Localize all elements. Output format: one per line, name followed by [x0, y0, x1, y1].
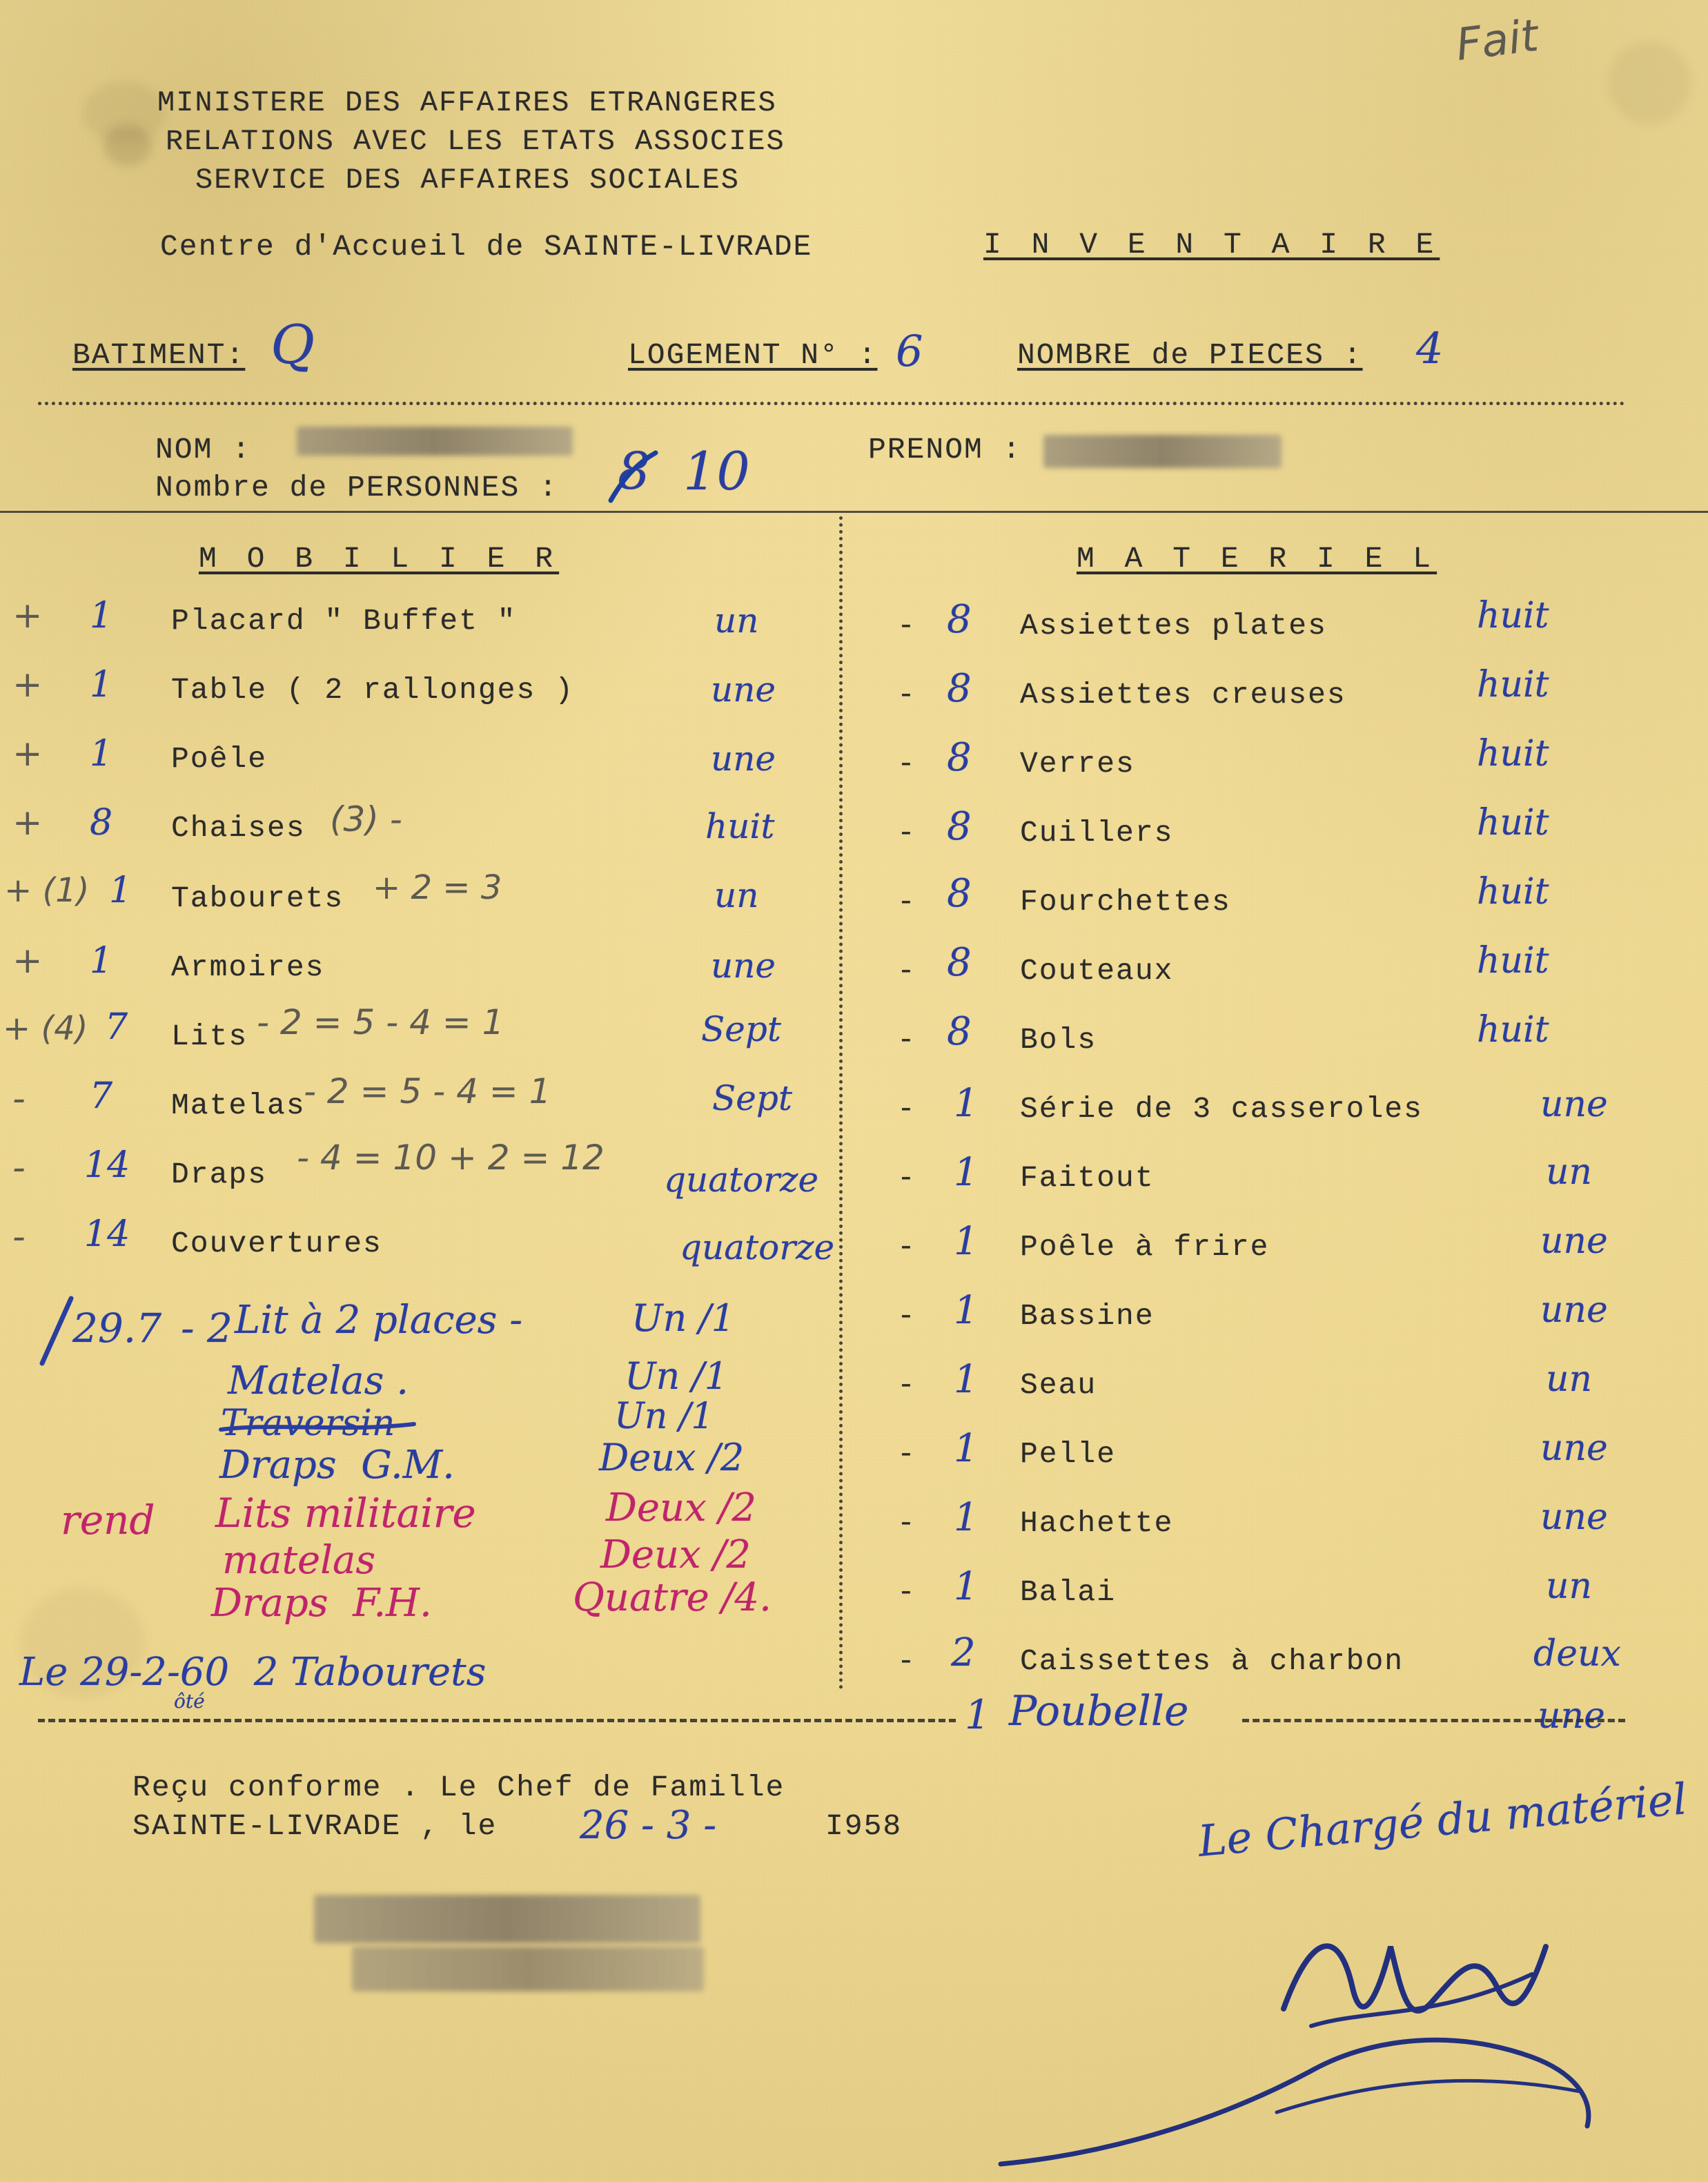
mobilier-label: Chaises [171, 811, 306, 845]
mobilier-title: M O B I L I E R [199, 542, 560, 576]
paper-stain [83, 81, 166, 144]
mobilier-added-label: Draps G.M. [219, 1443, 455, 1488]
field-separator [38, 402, 1625, 405]
mobilier-label: Armoires [171, 951, 325, 984]
ministry-line-3: SERVICE DES AFFAIRES SOCIALES [195, 164, 740, 197]
mobilier-qty: 7 [105, 1006, 128, 1048]
prenom-redaction [1043, 435, 1282, 468]
mobilier-label: Tabourets [171, 881, 344, 915]
corner-note: Fait [1453, 10, 1541, 71]
materiel-qty: 8 [947, 804, 972, 849]
mobilier-footnote: Le 29-2-60 2 Tabourets [19, 1650, 487, 1695]
mobilier-check: - [12, 1147, 26, 1189]
mobilier-label: Lits [171, 1020, 248, 1053]
mobilier-qty: 1 [90, 595, 113, 636]
materiel-label: Pelle [1020, 1437, 1117, 1471]
column-divider [839, 516, 843, 1690]
materiel-dash: - [897, 1644, 916, 1678]
mobilier-qty: 14 [84, 1144, 130, 1186]
materiel-dash: - [897, 1092, 916, 1126]
materiel-dash: - [897, 1023, 916, 1057]
materiel-written: un [1546, 1358, 1592, 1400]
footer-redaction [352, 1947, 704, 1991]
materiel-written: huit [1477, 1009, 1549, 1051]
mobilier-added-label: Traversin [221, 1403, 395, 1444]
materiel-qty: 8 [947, 735, 972, 780]
mobilier-red-label: Draps F.H. [211, 1581, 432, 1626]
mobilier-qty: 1 [90, 664, 113, 705]
mobilier-check: + (1) [4, 871, 90, 910]
materiel-dash: - [897, 885, 916, 919]
mobilier-check: - [12, 1216, 26, 1258]
materiel-qty: 8 [947, 1009, 972, 1054]
mobilier-red-written: Quatre /4. [573, 1575, 772, 1620]
materiel-dash: - [897, 1506, 916, 1540]
materiel-written: huit [1477, 802, 1549, 844]
materiel-qty: 1 [954, 1357, 979, 1402]
materiel-label: Fourchettes [1020, 885, 1231, 919]
materiel-written: huit [1477, 664, 1549, 705]
mobilier-added-minus: - 2 [181, 1305, 233, 1352]
bottom-separator-right [1242, 1719, 1625, 1722]
materiel-label: Verres [1020, 747, 1135, 781]
materiel-label: Cuillers [1020, 816, 1174, 850]
materiel-label: Bols [1020, 1023, 1097, 1057]
columns-top-rule [0, 511, 1708, 513]
ministry-line-2: RELATIONS AVEC LES ETATS ASSOCIES [166, 125, 785, 158]
personnes-value-struck: 8 [618, 442, 651, 501]
batiment-label: BATIMENT: [72, 338, 246, 372]
mobilier-written: un [714, 875, 759, 915]
bottom-separator-left [38, 1719, 956, 1722]
mobilier-label: Poêle [171, 742, 268, 776]
materiel-written: huit [1477, 595, 1549, 636]
mobilier-qty: 7 [90, 1075, 113, 1117]
materiel-qty: 8 [947, 597, 972, 642]
materiel-label: Bassine [1020, 1299, 1155, 1333]
materiel-dash: - [897, 609, 916, 643]
materiel-qty: 2 [951, 1630, 976, 1675]
personnes-value: 10 [683, 440, 750, 502]
footer-date-day: 26 - 3 - [580, 1803, 717, 1848]
materiel-dash: - [897, 1575, 916, 1609]
materiel-dash: - [897, 816, 916, 850]
mobilier-check: - [12, 1078, 26, 1120]
materiel-qty: 8 [947, 940, 972, 985]
materiel-written: huit [1477, 733, 1549, 775]
mobilier-label: Matelas [171, 1089, 306, 1122]
footer-redaction [314, 1895, 700, 1943]
mobilier-label: Couvertures [171, 1227, 382, 1260]
pieces-label: NOMBRE de PIECES : [1017, 338, 1363, 372]
mobilier-label: Draps [171, 1158, 268, 1191]
ministry-line-1: MINISTERE DES AFFAIRES ETRANGERES [157, 86, 777, 119]
materiel-label: Balai [1020, 1575, 1117, 1609]
mobilier-note: - 2 = 5 - 4 = 1 [304, 1071, 551, 1111]
centre-line: Centre d'Accueil de SAINTE-LIVRADE [160, 230, 813, 264]
materiel-written: un [1546, 1151, 1592, 1193]
mobilier-note: + 2 = 3 [373, 868, 502, 907]
mobilier-check: + [12, 664, 43, 705]
paper-stain [1608, 41, 1691, 124]
materiel-label: Série de 3 casseroles [1020, 1092, 1423, 1126]
materiel-label: Faitout [1020, 1161, 1155, 1195]
signature-flourish [987, 2016, 1608, 2181]
materiel-qty: 1 [954, 1288, 979, 1333]
signature-label: Le Chargé du matériel [1196, 1773, 1689, 1867]
materiel-written: huit [1477, 871, 1549, 913]
logement-value: 6 [896, 326, 923, 376]
materiel-qty: 8 [947, 666, 972, 711]
mobilier-added-label: Matelas . [228, 1358, 409, 1403]
materiel-added-label: Poubelle [1009, 1687, 1189, 1735]
materiel-written: une [1540, 1289, 1608, 1331]
materiel-title: M A T E R I E L [1077, 542, 1437, 576]
page-title: I N V E N T A I R E [983, 228, 1440, 262]
mobilier-written: une [711, 670, 776, 710]
mobilier-label: Table ( 2 rallonges ) [171, 673, 574, 707]
materiel-label: Assiettes creuses [1020, 678, 1346, 712]
mobilier-footnote-small: ôté [174, 1690, 205, 1713]
pieces-value: 4 [1416, 323, 1444, 373]
materiel-written: huit [1477, 940, 1549, 982]
mobilier-check: + [12, 733, 43, 775]
materiel-written: une [1540, 1497, 1608, 1538]
materiel-written: une [1540, 1220, 1608, 1262]
mobilier-added-date: 29.7 [72, 1305, 162, 1352]
materiel-written: une [1540, 1428, 1608, 1469]
mobilier-check: + (4) [3, 1009, 88, 1048]
mobilier-qty: 1 [90, 733, 113, 775]
materiel-label: Seau [1020, 1368, 1097, 1402]
signature-mark [1270, 1905, 1560, 2064]
mobilier-qty: 8 [90, 802, 113, 844]
mobilier-red-label: matelas [222, 1538, 376, 1583]
materiel-qty: 1 [954, 1150, 979, 1195]
mobilier-written: huit [705, 806, 775, 846]
mobilier-check: + [12, 595, 43, 636]
mobilier-label: Placard " Buffet " [171, 604, 517, 638]
materiel-written: une [1540, 1084, 1608, 1125]
materiel-qty: 1 [954, 1564, 979, 1609]
nom-redaction [297, 427, 573, 456]
recu-conforme-line: Reçu conforme . Le Chef de Famille [132, 1771, 785, 1804]
mobilier-note: - 2 = 5 - 4 = 1 [257, 1002, 504, 1042]
materiel-dash: - [897, 1299, 916, 1333]
mobilier-added-written: Un /1 [631, 1296, 736, 1340]
materiel-qty: 1 [954, 1081, 979, 1126]
prenom-label: PRENOM : [868, 433, 1022, 467]
materiel-label: Assiettes plates [1020, 609, 1327, 643]
materiel-dash: - [897, 954, 916, 988]
mobilier-added-label: Lit à 2 places - [235, 1298, 523, 1343]
mobilier-red-prefix: rend [61, 1497, 155, 1543]
materiel-qty: 8 [947, 871, 972, 916]
materiel-written: deux [1533, 1633, 1621, 1675]
batiment-value: Q [271, 314, 315, 376]
mobilier-written: une [711, 946, 776, 986]
mobilier-written: Sept [712, 1078, 792, 1118]
mobilier-check: + [12, 802, 43, 844]
mobilier-red-written: Deux /2 [606, 1485, 756, 1530]
materiel-added-qty: 1 [965, 1691, 990, 1738]
materiel-dash: - [897, 1368, 916, 1402]
personnes-label: Nombre de PERSONNES : [155, 471, 558, 505]
materiel-dash: - [897, 678, 916, 712]
materiel-label: Couteaux [1020, 954, 1174, 988]
materiel-qty: 1 [954, 1495, 979, 1540]
mobilier-added-written: Deux /2 [599, 1436, 745, 1479]
mobilier-written: quatorze [680, 1227, 835, 1267]
mobilier-written: Sept [701, 1009, 781, 1049]
materiel-qty: 1 [954, 1219, 979, 1264]
nom-label: NOM : [155, 433, 252, 467]
mobilier-note: - 4 = 10 + 2 = 12 [297, 1138, 605, 1178]
logement-label: LOGEMENT N° : [628, 338, 878, 372]
materiel-label: Caissettes à charbon [1020, 1644, 1404, 1678]
materiel-dash: - [897, 747, 916, 781]
mobilier-note: (3) - [330, 799, 402, 839]
place-date-line: SAINTE-LIVRADE , le [132, 1809, 498, 1843]
materiel-written: un [1546, 1566, 1592, 1607]
materiel-dash: - [897, 1161, 916, 1195]
footer-date-year: I958 [825, 1809, 903, 1843]
materiel-dash: - [897, 1230, 916, 1264]
mobilier-check: + [12, 940, 43, 982]
mobilier-written: une [711, 739, 776, 779]
mobilier-added-written: Un /1 [614, 1396, 714, 1437]
mobilier-written: un [714, 601, 759, 641]
mobilier-written: quatorze [664, 1160, 819, 1200]
materiel-label: Hachette [1020, 1506, 1174, 1540]
mobilier-red-written: Deux /2 [600, 1532, 751, 1577]
mobilier-qty: 14 [84, 1214, 130, 1255]
mobilier-qty: 1 [90, 940, 113, 982]
materiel-label: Poêle à frire [1020, 1230, 1270, 1264]
materiel-added-written: une [1538, 1695, 1605, 1737]
mobilier-added-written: Un /1 [625, 1354, 729, 1398]
mobilier-red-label: Lits militaire [215, 1490, 476, 1537]
materiel-qty: 1 [954, 1426, 979, 1471]
mobilier-qty: 1 [109, 870, 132, 911]
materiel-dash: - [897, 1437, 916, 1471]
